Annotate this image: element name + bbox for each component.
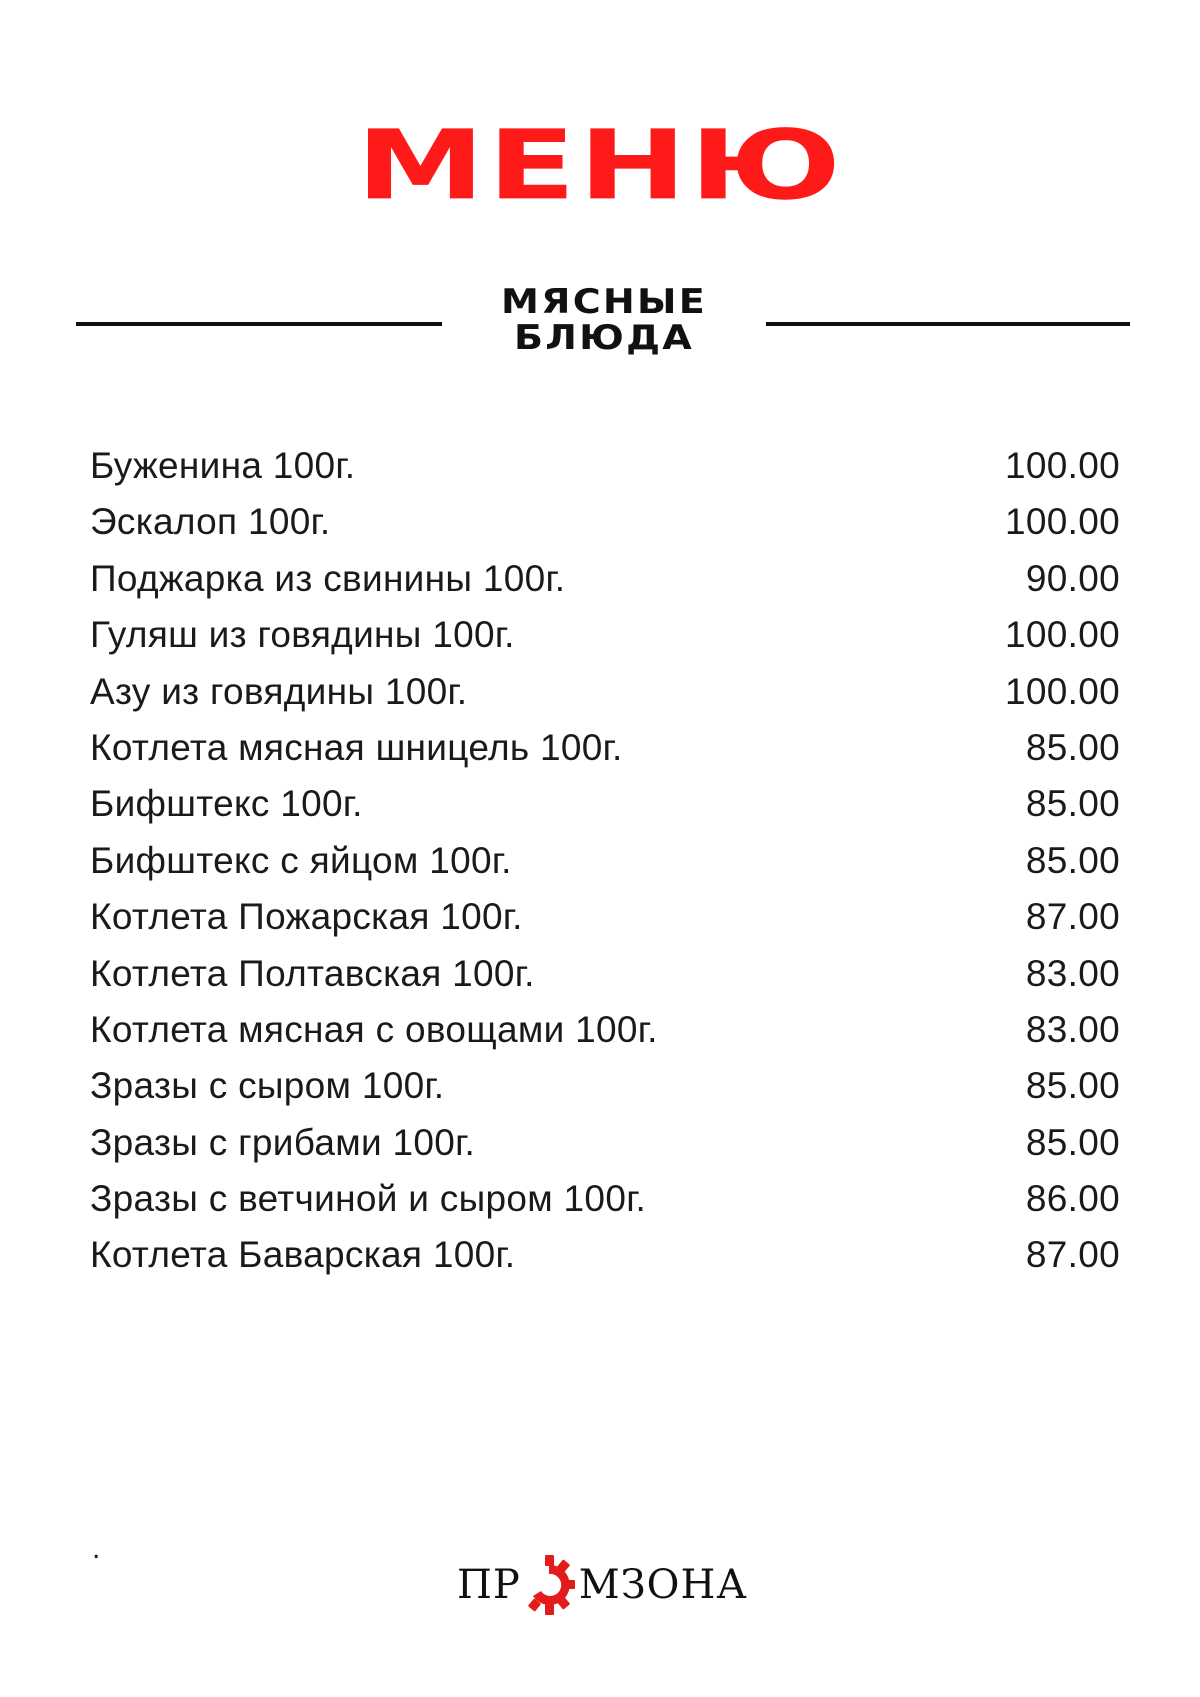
menu-item: [90, 1122, 1120, 1178]
menu-item-price: 85.00: [1025, 726, 1120, 768]
menu-item-name: Котлета мясная с овощами 100г.: [90, 1008, 658, 1050]
menu-item: [90, 953, 1120, 1009]
menu-item-price: 86.00: [1025, 1178, 1120, 1220]
menu-item-price: 85.00: [1025, 1121, 1120, 1163]
menu-item: [90, 1178, 1120, 1234]
menu-item-price: 83.00: [1025, 1008, 1120, 1050]
menu-list: [90, 445, 1120, 1291]
menu-item: [90, 727, 1120, 783]
menu-item-price: 83.00: [1025, 952, 1120, 994]
section-heading-line2: БЛЮДА: [514, 318, 694, 358]
menu-item-price: 87.00: [1025, 896, 1120, 938]
menu-item-price: 100.00: [1005, 614, 1120, 656]
page-title: МЕНЮ: [356, 110, 844, 222]
section-header: [76, 282, 1130, 362]
menu-item: [90, 1065, 1120, 1121]
divider-left: [76, 322, 442, 326]
menu-item: [90, 558, 1120, 614]
menu-item: [90, 671, 1120, 727]
menu-item-price: 100.00: [1005, 445, 1120, 486]
menu-item-price: 100.00: [1005, 501, 1120, 543]
section-heading-line1: МЯСНЫЕ: [501, 282, 707, 322]
section-heading: [438, 284, 770, 356]
menu-item: [90, 445, 1120, 501]
menu-item: [90, 896, 1120, 952]
menu-item-name: Гуляш из говядины 100г.: [90, 614, 515, 656]
menu-item-name: Бифштекс 100г.: [90, 783, 363, 825]
gear-icon: [521, 1552, 577, 1618]
menu-item: [90, 1234, 1120, 1290]
menu-item-price: 100.00: [1005, 670, 1120, 712]
menu-item-name: Буженина 100г.: [90, 445, 356, 486]
menu-item-name: Котлета Полтавская 100г.: [90, 952, 535, 994]
menu-item-price: 90.00: [1025, 557, 1120, 599]
menu-item-name: Зразы с сыром 100г.: [90, 1065, 445, 1107]
menu-item-name: Азу из говядины 100г.: [90, 670, 468, 712]
menu-item-name: Бифштекс с яйцом 100г.: [90, 839, 512, 881]
menu-item: [90, 783, 1120, 839]
menu-item-name: Котлета мясная шницель 100г.: [90, 726, 623, 768]
menu-item: [90, 501, 1120, 557]
divider-right: [766, 322, 1130, 326]
menu-item: [90, 1009, 1120, 1065]
menu-item: [90, 840, 1120, 896]
menu-item-name: Зразы с грибами 100г.: [90, 1121, 476, 1163]
menu-item-name: Поджарка из свинины 100г.: [90, 557, 566, 599]
footer-dot: .: [92, 1532, 101, 1565]
menu-item-price: 87.00: [1025, 1234, 1120, 1276]
menu-item: [90, 614, 1120, 670]
menu-item-name: Эскалоп 100г.: [90, 501, 331, 543]
menu-item-price: 85.00: [1025, 1065, 1120, 1107]
menu-item-price: 85.00: [1025, 839, 1120, 881]
menu-item-price: 85.00: [1025, 783, 1120, 825]
menu-item-name: Зразы с ветчиной и сыром 100г.: [90, 1178, 647, 1220]
logo-text-suffix: МЗОНА: [578, 1562, 748, 1608]
menu-item-name: Котлета Пожарская 100г.: [90, 896, 523, 938]
menu-item-name: Котлета Баварская 100г.: [90, 1234, 516, 1276]
logo-text-prefix: ПР: [457, 1562, 521, 1608]
brand-logo: [457, 1552, 748, 1618]
